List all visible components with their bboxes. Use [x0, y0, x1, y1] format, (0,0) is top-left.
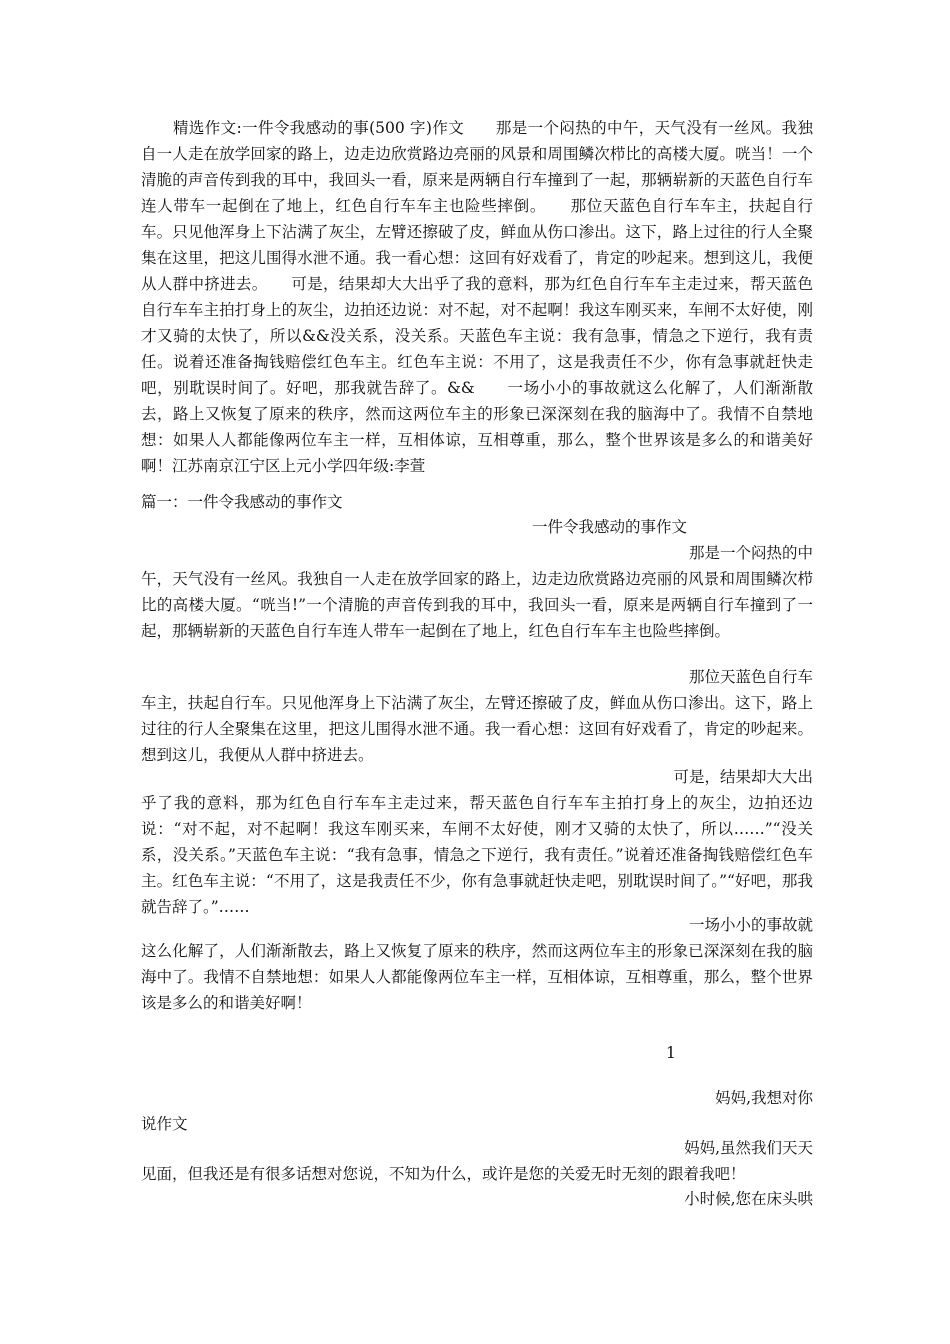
title-rest: 说作文	[141, 1115, 188, 1133]
paragraph-body: 这么化解了，人们渐渐散去，路上又恢复了原来的秩序，然而这两位车主的形象已深深刻在我的脑海中了。我情不自禁地想：如果人人都能像两位车主一样，互相体谅，互相尊重，那么，整个世界该是多么的和谐美好啊！	[141, 942, 813, 1012]
paragraph-body: 午，天气没有一丝风。我独自一人走在放学回家的路上，边走边欣赏路边亮丽的风景和周围鳞次栉比的高楼大厦。“咣当!”一个清脆的声音传到我的耳中，我回头一看，原来是两辆自行车撞到了一起，那辆崭新的天蓝色自行车连人带车一起倒在了地上，红色自行车车主也险些摔倒。	[141, 570, 813, 640]
paragraph-lead: 小时候,您在床头哄	[684, 1190, 813, 1208]
section-heading: 篇一：一件令我感动的事作文	[141, 493, 343, 511]
paragraph-body: 乎了我的意料，那为红色自行车车主走过来，帮天蓝色自行车车主拍打身上的灰尘，边拍还边说：“对不起，对不起啊！我这车刚买来，车闸不太好使，刚才又骑的太快了，所以……”“没关系，没关系。”天蓝色车主说：“我有急事，情急之下逆行，我有责任。”说着还准备掏钱赔偿红色车主。红色车主说：“不用了，这是我责任不少，你有急事就赶快走吧，别耽误时间了。”“好吧，那我就告辞了。”……	[141, 794, 813, 916]
essay-paragraph	[141, 664, 813, 768]
paragraph-body: 见面，但我还是有很多话想对您说，不知为什么，或许是您的关爱无时无刻的跟着我吧！	[141, 1165, 746, 1183]
essay-title: 一件令我感动的事作文	[532, 518, 688, 536]
paragraph-body: 车主，扶起自行车。只见他浑身上下沾满了灰尘，左臂还擦破了皮，鲜血从伤口渗出。这下，路上过往的行人全聚集在这里，把这儿围得水泄不通。我一看心想：这回有好戏看了，肯定的吵起来。想到这儿，我便从人群中挤进去。	[141, 694, 813, 764]
essay-paragraph	[141, 912, 813, 1016]
intro-paragraph: 精选作文:一件令我感动的事(500 字)作文 那是一个闷热的中午，天气没有一丝风。我独自一人走在放学回家的路上，边走边欣赏路边亮丽的风景和周围鳞次栉比的高楼大厦。咣当！一个清脆的声音传到我的耳中，我回头一看，原来是两辆自行车撞到了一起，那辆崭新的天蓝色自行车连人带车一起倒在了地上，红色自行车车主也险些摔倒。 那位天蓝色自行车车主，扶起自行车。只见他浑身上下沾满了灰尘，左臂还擦破了皮，鲜血从伤口渗出。这下，路上过往的行人全聚集在这里，把这儿围得水泄不通。我一看心想：这回有好戏看了，肯定的吵起来。想到这儿，我便从人群中挤进去。 可是，结果却大大出乎了我的意料，那为红色自行车车主走过来，帮天蓝色自行车车主拍打身上的灰尘，边拍还边说：对不起，对不起啊！我这车刚买来，车闸不太好使，刚才又骑的太快了，所以&&没关系，没关系。天蓝色车主说：我有急事，情急之下逆行，我有责任。说着还准备掏钱赔偿红色车主。红色车主说：不用了，这是我责任不少，你有急事就赶快走吧，别耽误时间了。好吧，那我就告辞了。&& 一场小小的事故就这么化解了，人们渐渐散去，路上又恢复了原来的秩序，然而这两位车主的形象已深深刻在我的脑海中了。我情不自禁地想：如果人人都能像两位车主一样，互相体谅，互相尊重，那么，整个世界该是多么的和谐美好啊！江苏南京江宁区上元小学四年级:李萱	[141, 119, 813, 475]
paragraph-lead: 一场小小的事故就	[688, 916, 813, 934]
page-number: 1	[666, 1044, 676, 1062]
essay-paragraph	[141, 540, 813, 644]
paragraph-lead: 可是，结果却大大出	[673, 768, 813, 786]
paragraph-lead: 妈妈,虽然我们天天	[684, 1139, 813, 1157]
paragraph-lead: 那位天蓝色自行车	[688, 668, 813, 686]
title-lead: 妈妈,我想对你	[715, 1089, 813, 1107]
essay-paragraph	[141, 1135, 813, 1187]
essay-paragraph	[141, 764, 813, 920]
essay-paragraph	[141, 1186, 813, 1212]
paragraph-lead: 那是一个闷热的中	[688, 544, 813, 562]
second-essay-title	[141, 1085, 813, 1137]
